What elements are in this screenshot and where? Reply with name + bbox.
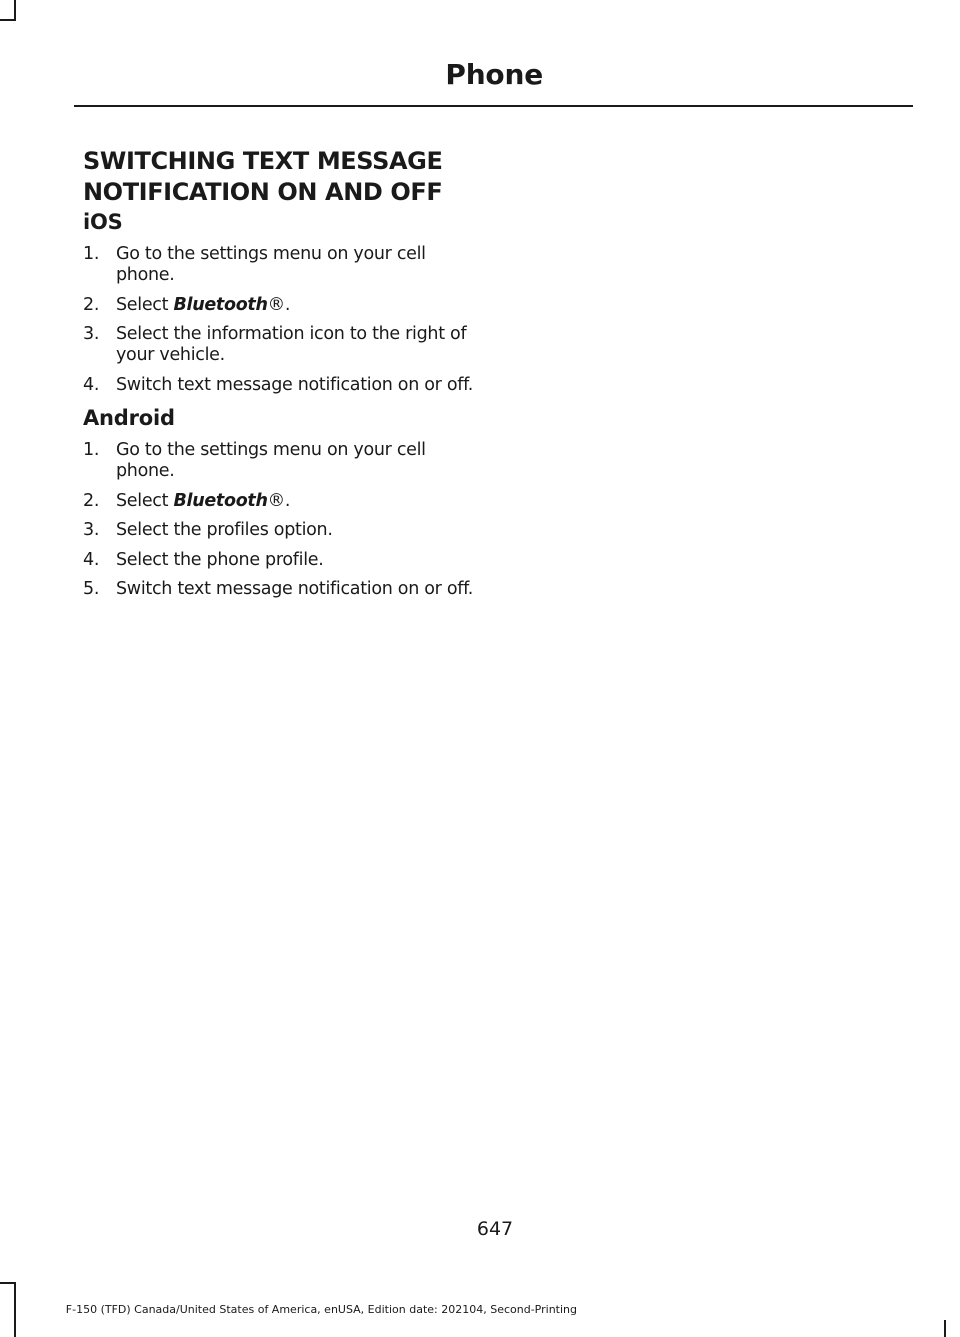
step-number: 4. [83,374,100,395]
list-item [83,324,483,366]
list-item [83,550,483,571]
step-number: 1. [83,440,100,460]
ios-heading: iOS [83,210,123,234]
list-item [83,375,483,396]
step-text-prefix: Select [116,490,174,511]
android-steps-list [83,440,483,600]
step-text: Switch text message notification on or off. [116,374,473,395]
step-number: 4. [83,549,100,570]
step-number: 3. [83,520,100,540]
step-text: Switch text message notification on or off. [116,579,473,599]
step-number: 2. [83,294,100,315]
step-text-suffix: ®. [267,294,291,315]
step-number: 2. [83,490,100,511]
edition-footer: F-150 (TFD) Canada/United States of America, enUSA, Edition date: 202104, Second-Printing [65,1303,577,1316]
list-item [83,579,483,600]
step-number: 5. [83,579,100,599]
page-header-title: Phone [445,58,543,91]
main-content [83,146,483,609]
section-title-line-1: SWITCHING TEXT MESSAGE [83,147,443,175]
list-item [83,491,483,512]
step-text: Select the information icon to the right of your vehicle. [116,324,467,365]
list-item [83,520,483,541]
list-item [83,295,483,316]
ios-steps-list [83,244,483,396]
bluetooth-term: Bluetooth [173,490,268,511]
android-heading: Android [83,406,175,430]
list-item [83,440,483,482]
step-text: Select the phone profile. [116,549,324,570]
step-number: 1. [83,244,100,264]
crop-mark-bottom-right [944,1320,946,1337]
step-text: Go to the settings menu on your cell phone. [116,440,426,481]
step-text: Go to the settings menu on your cell phone. [116,244,426,285]
header-divider [74,105,913,107]
step-text-prefix: Select [116,294,174,315]
step-text-suffix: ®. [267,490,291,511]
crop-mark-top-left [14,0,16,20]
step-text: Select the profiles option. [116,520,333,540]
bluetooth-term: Bluetooth [173,294,268,315]
page-number: 647 [476,1218,514,1240]
list-item [83,244,483,286]
crop-mark-top-left [0,19,16,21]
step-number: 3. [83,324,100,344]
section-title-line-2: NOTIFICATION ON AND OFF [83,178,443,206]
section-title [83,146,483,208]
